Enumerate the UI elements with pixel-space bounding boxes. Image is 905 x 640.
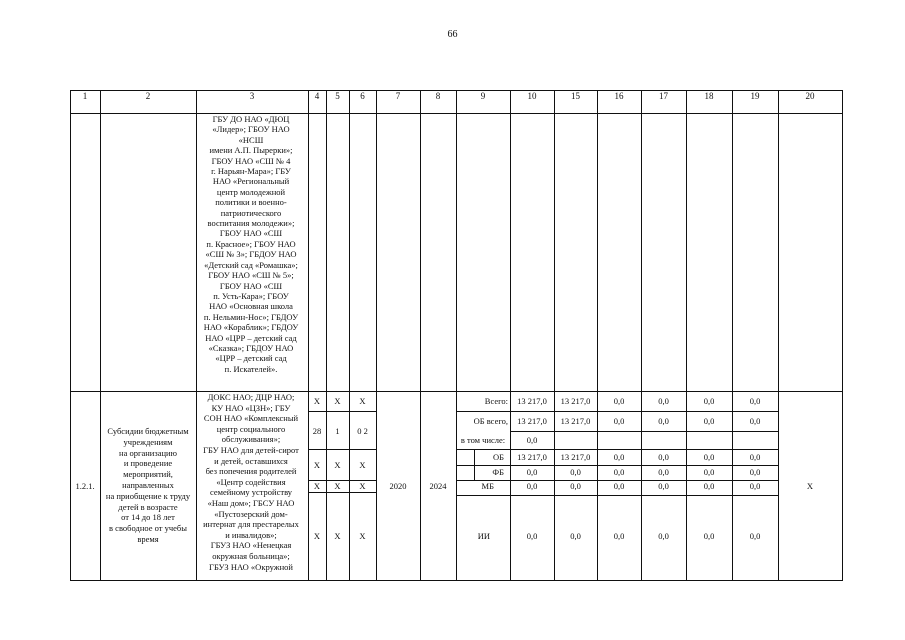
executors-top-text: ГБУ ДО НАО «ДЮЦ «Лидер»; ГБОУ НАО «НСШ имени А.П. Пырерки»; ГБОУ НАО «СШ № 4 г. Нарьян-Мара»; ГБУ НАО «Региональный центр молодежной политики и военно- патриотического воспитания молодежи»; ГБОУ НАО «СШ п. Красное»; ГБОУ НАО «СШ № 3»; ГБДОУ НАО «Детский сад «Ромашка»; ГБОУ НАО «СШ № 5»; ГБОУ НАО «СШ п. Усть-Кара»; ГБОУ НАО «Основная школа п. Нельмин-Нос»; ГБДОУ НАО «Кораблик»; ГБДОУ НАО «ЦРР – детский сад «Сказка»; ГБДОУ НАО «ЦРР – детский сад п. Искателей». bbox=[203, 114, 299, 374]
funding-value: 13 217,0 bbox=[517, 452, 547, 462]
start-year: 2020 bbox=[389, 481, 407, 491]
header-cell: 17 bbox=[659, 91, 668, 101]
funding-label: МБ bbox=[481, 481, 494, 491]
code-cell: Х bbox=[313, 481, 321, 491]
page-number: 66 bbox=[447, 29, 458, 40]
header-cell: 20 bbox=[805, 91, 815, 101]
code-cell: Х bbox=[334, 396, 341, 406]
funding-label: Всего: bbox=[484, 396, 508, 406]
code-cell: Х bbox=[359, 531, 366, 541]
header-cell: 16 bbox=[614, 91, 624, 101]
funding-value: 0,0 bbox=[570, 531, 581, 541]
item-name: Субсидии бюджетным учреждениям на организацию и проведение мероприятий, направленных на приобщение к труду детей в возрасте от 14 до 18 лет в свободное от учебы время bbox=[105, 426, 191, 544]
funding-value: 0,0 bbox=[658, 531, 669, 541]
funding-value: 0,0 bbox=[703, 452, 715, 462]
funding-value: 0,0 bbox=[526, 481, 538, 491]
funding-value: 0,0 bbox=[749, 452, 761, 462]
funding-value: 0,0 bbox=[703, 531, 715, 541]
funding-value: 0,0 bbox=[658, 452, 669, 462]
code-cell: Х bbox=[359, 396, 366, 406]
header-cell: 6 bbox=[360, 91, 365, 101]
column-line bbox=[732, 90, 733, 581]
column-line bbox=[597, 90, 598, 581]
end-year: 2024 bbox=[429, 481, 447, 491]
funding-value: 0,0 bbox=[570, 467, 581, 477]
funding-value: 0,0 bbox=[658, 416, 669, 426]
funding-value: 0,0 bbox=[570, 481, 581, 491]
funding-value: 0,0 bbox=[613, 416, 625, 426]
code-cell: Х bbox=[334, 531, 341, 541]
funding-value: 0,0 bbox=[613, 396, 625, 406]
header-cell: 2 bbox=[145, 91, 151, 101]
funding-value: 13 217,0 bbox=[560, 396, 591, 406]
funding-label: ОБ всего, bbox=[473, 416, 508, 426]
funding-value: 0,0 bbox=[703, 481, 715, 491]
code-row-line bbox=[308, 492, 376, 493]
funding-value: 0,0 bbox=[749, 416, 761, 426]
funding-value: 0,0 bbox=[526, 435, 538, 445]
code-cell: Х bbox=[313, 460, 321, 470]
code-cell: Х bbox=[359, 481, 366, 491]
funding-value: 0,0 bbox=[526, 467, 538, 477]
funding-value: 0,0 bbox=[613, 452, 625, 462]
code-cell: Х bbox=[313, 396, 321, 406]
col20-value: Х bbox=[806, 481, 814, 491]
code-cell: Х bbox=[334, 481, 341, 491]
header-cell: 1 bbox=[82, 91, 88, 101]
funding-value: 0,0 bbox=[749, 396, 761, 406]
column-line bbox=[686, 90, 687, 581]
funding-value: 0,0 bbox=[703, 416, 715, 426]
funding-value: 0,0 bbox=[613, 481, 625, 491]
funding-row-line bbox=[456, 411, 778, 412]
funding-row-line bbox=[456, 495, 778, 496]
code-cell: 0 2 bbox=[357, 426, 368, 436]
funding-value: 13 217,0 bbox=[560, 416, 591, 426]
funding-value: 0,0 bbox=[613, 531, 625, 541]
funding-label: в том числе: bbox=[460, 435, 506, 445]
funding-value: 0,0 bbox=[526, 531, 538, 541]
funding-value: 13 217,0 bbox=[517, 396, 547, 406]
column-line bbox=[326, 90, 327, 581]
header-cell: 8 bbox=[435, 91, 441, 101]
column-line bbox=[842, 90, 843, 581]
funding-value: 0,0 bbox=[749, 467, 761, 477]
code-cell: 1 bbox=[335, 426, 340, 436]
header-cell: 9 bbox=[480, 91, 486, 101]
header-cell: 7 bbox=[395, 91, 401, 101]
column-line bbox=[778, 90, 779, 581]
header-cell: 3 bbox=[249, 91, 255, 101]
funding-value: 13 217,0 bbox=[517, 416, 547, 426]
funding-value: 0,0 bbox=[749, 531, 761, 541]
funding-label: ФБ bbox=[492, 467, 504, 477]
funding-row-line bbox=[510, 431, 778, 432]
header-cell: 5 bbox=[335, 91, 340, 101]
header-cell: 15 bbox=[571, 91, 580, 101]
header-cell: 19 bbox=[750, 91, 760, 101]
executors-bottom-text: ДОКС НАО; ДЦР НАО; КУ НАО «ЦЗН»; ГБУ СОН НАО «Комплексный центр социального обслуживания»; ГБУ НАО для детей-сирот и детей, оставшихся без попечения родителей «Центр содействия семейному устройству «Наш дом»; ГБСУ НАО «Пустозерский дом- интернат для престарелых и инвалидов»; ГБУЗ НАО «Ненецкая окружная больница»; ГБУЗ НАО «Окружной bbox=[203, 392, 299, 572]
funding-label: ОБ bbox=[492, 452, 504, 462]
column-line bbox=[420, 90, 421, 581]
funding-value: 0,0 bbox=[749, 481, 761, 491]
code-row-line bbox=[308, 449, 376, 450]
column-line bbox=[456, 90, 457, 581]
funding-value: 13 217,0 bbox=[560, 452, 591, 462]
column-line bbox=[376, 90, 377, 581]
column-line bbox=[554, 90, 555, 581]
header-cell: 18 bbox=[704, 91, 714, 101]
column-line bbox=[510, 90, 511, 581]
code-cell: Х bbox=[334, 460, 341, 470]
funding-value: 0,0 bbox=[658, 396, 669, 406]
funding-value: 0,0 bbox=[658, 467, 669, 477]
item-number: 1.2.1. bbox=[75, 481, 95, 491]
column-line bbox=[641, 90, 642, 581]
code-cell: Х bbox=[313, 531, 321, 541]
funding-row-line bbox=[456, 465, 778, 466]
funding-label: ИИ bbox=[477, 531, 490, 541]
funding-value: 0,0 bbox=[658, 481, 669, 491]
header-cell: 4 bbox=[314, 91, 320, 101]
column-line bbox=[349, 90, 350, 581]
code-cell: Х bbox=[359, 460, 366, 470]
header-cell: 10 bbox=[527, 91, 537, 101]
code-row-line bbox=[308, 411, 376, 412]
funding-row-line bbox=[456, 449, 778, 450]
funding-value: 0,0 bbox=[703, 467, 715, 477]
code-cell: 28 bbox=[312, 426, 322, 436]
funding-value: 0,0 bbox=[613, 467, 625, 477]
column-line bbox=[70, 90, 71, 581]
funding-value: 0,0 bbox=[703, 396, 715, 406]
